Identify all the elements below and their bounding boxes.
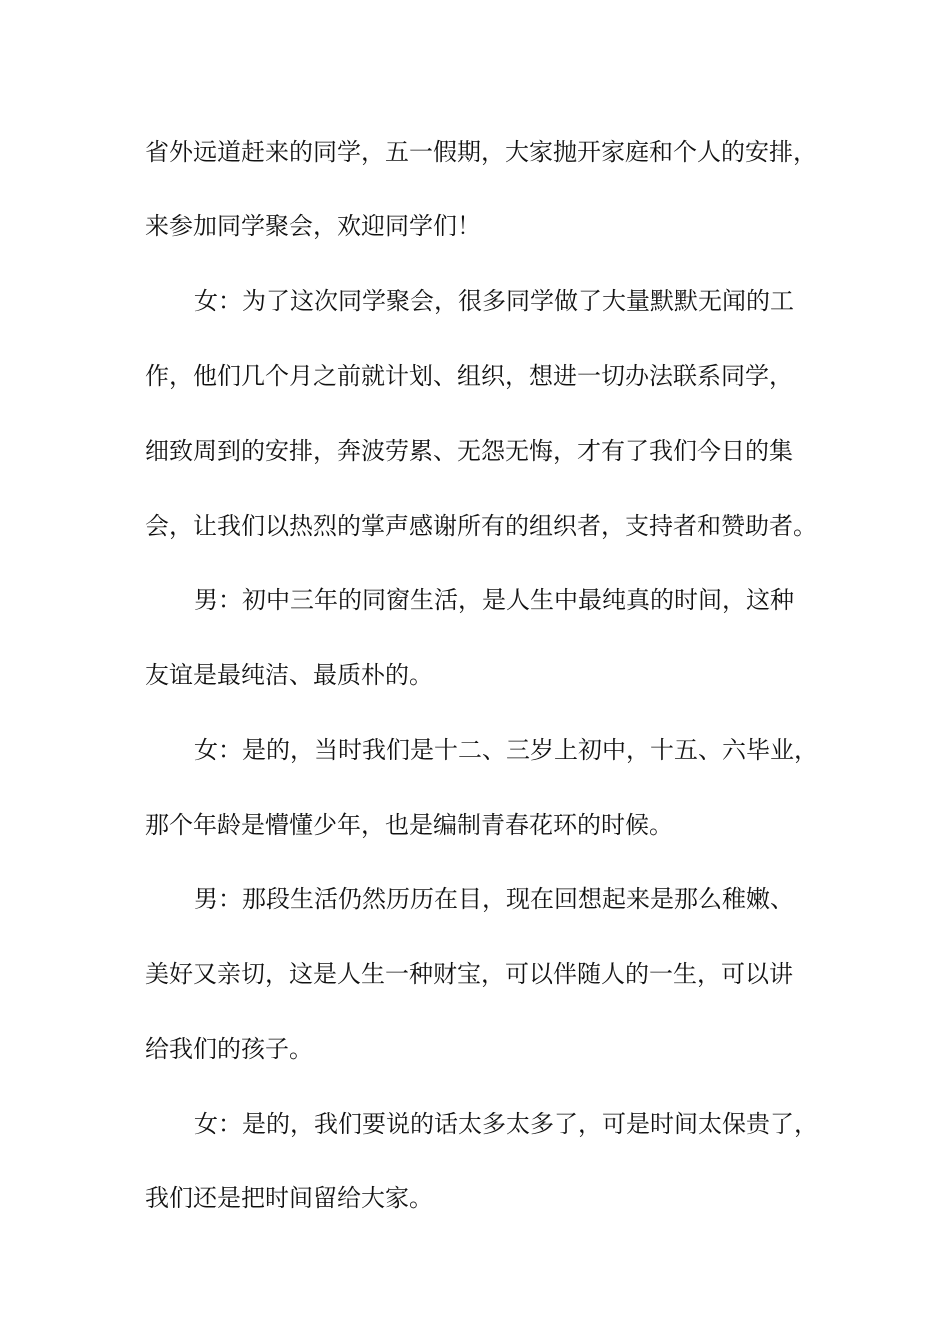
text-line-7: 男：初中三年的同窗生活，是人生中最纯真的时间，这种: [194, 586, 794, 614]
text-line-4: 作，他们几个月之前就计划、组织，想进一切办法联系同学，: [145, 362, 793, 390]
text-line-12: 美好又亲切，这是人生一种财宝，可以伴随人的一生，可以讲: [145, 960, 793, 988]
text-line-11: 男：那段生活仍然历历在目，现在回想起来是那么稚嫩、: [194, 885, 794, 913]
text-line-8: 友谊是最纯洁、最质朴的。: [145, 661, 433, 689]
text-line-3: 女：为了这次同学聚会，很多同学做了大量默默无闻的工: [194, 287, 794, 315]
text-line-15: 我们还是把时间留给大家。: [145, 1184, 433, 1212]
text-line-13: 给我们的孩子。: [145, 1035, 313, 1063]
text-line-14: 女：是的，我们要说的话太多太多了，可是时间太保贵了，: [194, 1110, 818, 1138]
text-line-10: 那个年龄是懵懂少年，也是编制青春花环的时候。: [145, 811, 673, 839]
text-line-5: 细致周到的安排，奔波劳累、无怨无悔，才有了我们今日的集: [145, 437, 793, 465]
text-line-2: 来参加同学聚会，欢迎同学们！: [145, 212, 481, 240]
text-line-1: 省外远道赶来的同学，五一假期，大家抛开家庭和个人的安排，: [145, 138, 817, 166]
text-line-6: 会，让我们以热烈的掌声感谢所有的组织者，支持者和赞助者。: [145, 512, 817, 540]
text-line-9: 女：是的，当时我们是十二、三岁上初中，十五、六毕业，: [194, 736, 818, 764]
